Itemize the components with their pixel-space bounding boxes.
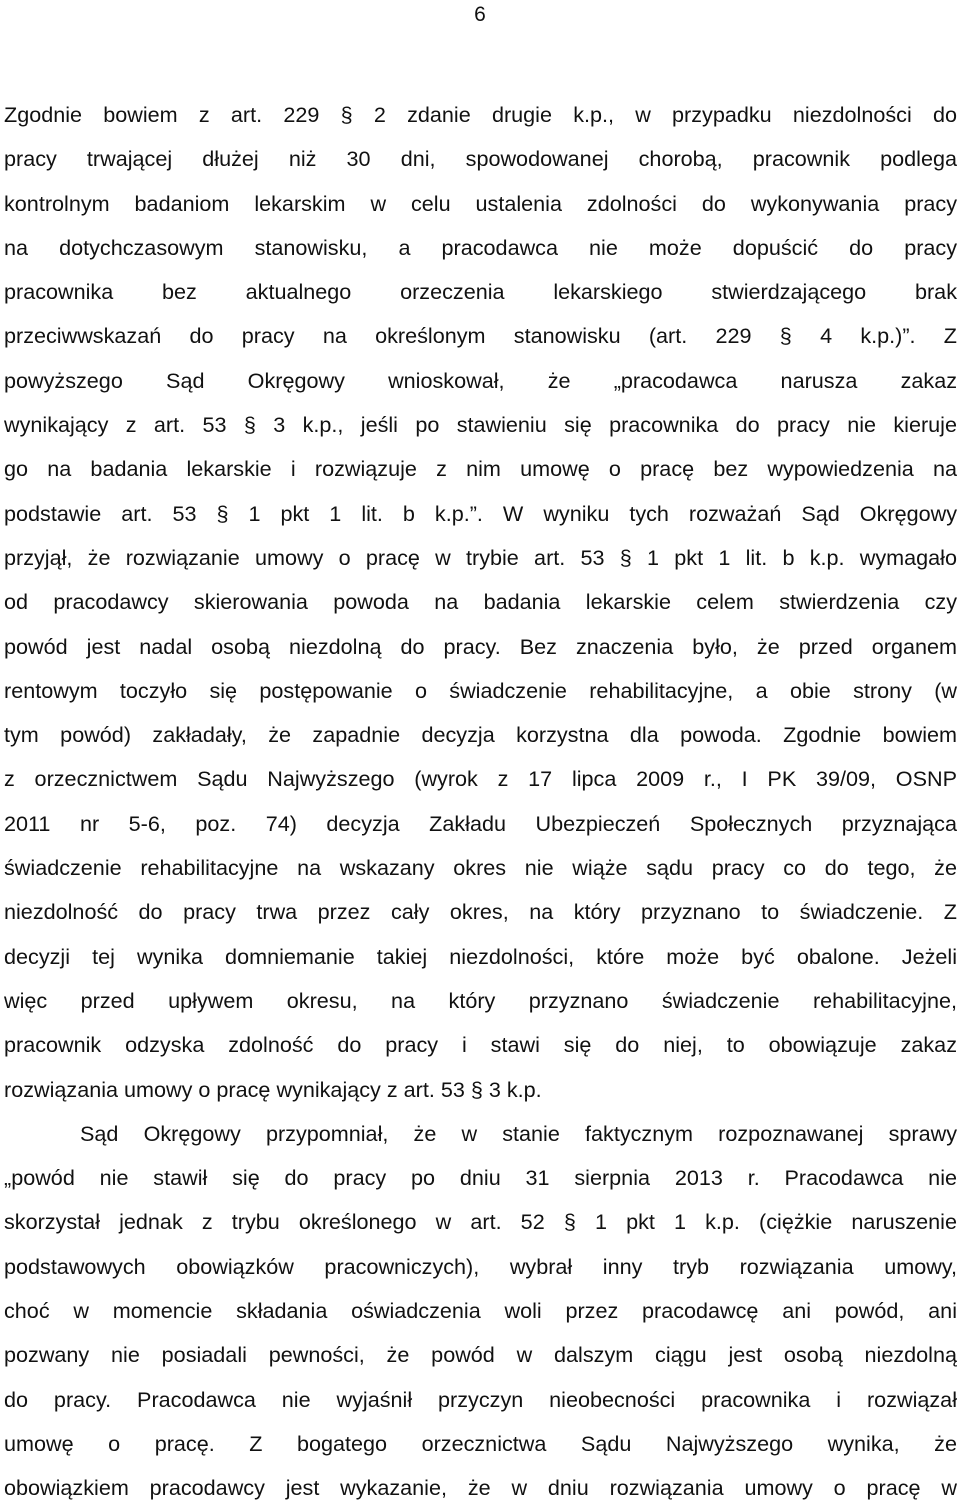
text-line: przyjął, że rozwiązanie umowy o pracę w trybie art. 53 § 1 pkt 1 lit. b k.p. wymagało <box>4 544 957 570</box>
text-line: pozwany nie posiadali pewności, że powód w dalszym ciągu jest osobą niezdolną <box>4 1342 957 1368</box>
text-line: pracownik odzyska zdolność do pracy i stawi się do niej, to obowiązuje zakaz <box>4 1032 957 1058</box>
text-line: go na badania lekarskie i rozwiązuje z nim umowę o pracę bez wypowiedzenia na <box>4 456 957 482</box>
text-line: kontrolnym badaniom lekarskim w celu ustalenia zdolności do wykonywania pracy <box>4 190 957 216</box>
text-line: na dotychczasowym stanowisku, a pracodawca nie może dopuścić do pracy <box>4 234 957 260</box>
text-line: pracownika bez aktualnego orzeczenia lekarskiego stwierdzającego brak <box>4 279 957 305</box>
text-line: obowiązkiem pracodawcy jest wykazanie, że w dniu rozwiązania umowy o pracę w <box>4 1475 957 1501</box>
text-line: z orzecznictwem Sądu Najwyższego (wyrok z 17 lipca 2009 r., I PK 39/09, OSNP <box>4 766 957 792</box>
text-line: powód jest nadal osobą niezdolną do pracy. Bez znaczenia było, że przed organem <box>4 633 957 659</box>
text-line: podstawie art. 53 § 1 pkt 1 lit. b k.p.”. W wyniku tych rozważań Sąd Okręgowy <box>4 500 957 526</box>
text-line: choć w momencie składania oświadczenia woli przez pracodawcę ani powód, ani <box>4 1298 957 1324</box>
text-line: decyzji tej wynika domniemanie takiej niezdolności, które może być obalone. Jeżeli <box>4 943 957 969</box>
text-line: tym powód) zakładały, że zapadnie decyzja korzystna dla powoda. Zgodnie bowiem <box>4 722 957 748</box>
text-line: rentowym toczyło się postępowanie o świadczenie rehabilitacyjne, a obie strony (w <box>4 677 957 703</box>
text-line: „powód nie stawił się do pracy po dniu 31 sierpnia 2013 r. Pracodawca nie <box>4 1165 957 1191</box>
text-line: świadczenie rehabilitacyjne na wskazany okres nie wiąże sądu pracy co do tego, że <box>4 855 957 881</box>
text-line: pracy trwającej dłużej niż 30 dni, spowodowanej chorobą, pracownik podlega <box>4 146 957 172</box>
text-line: przeciwwskazań do pracy na określonym stanowisku (art. 229 § 4 k.p.)”. Z <box>4 323 957 349</box>
text-line: 2011 nr 5-6, poz. 74) decyzja Zakładu Ubezpieczeń Społecznych przyznająca <box>4 810 957 836</box>
text-line: powyższego Sąd Okręgowy wnioskował, że „pracodawca narusza zakaz <box>4 367 957 393</box>
page-number: 6 <box>474 3 486 26</box>
text-line: umowę o pracę. Z bogatego orzecznictwa Sądu Najwyższego wynika, że <box>4 1430 957 1456</box>
text-line: podstawowych obowiązków pracowniczych), wybrał inny tryb rozwiązania umowy, <box>4 1253 957 1279</box>
text-line: od pracodawcy skierowania powoda na badania lekarskie celem stwierdzenia czy <box>4 589 957 615</box>
text-line: niezdolność do pracy trwa przez cały okres, na który przyznano to świadczenie. Z <box>4 899 957 925</box>
text-line: wynikający z art. 53 § 3 k.p., jeśli po stawieniu się pracownika do pracy nie kieruje <box>4 412 957 438</box>
body-text <box>4 93 957 1511</box>
text-line: skorzystał jednak z trybu określonego w art. 52 § 1 pkt 1 k.p. (ciężkie naruszenie <box>4 1209 957 1235</box>
text-line: rozwiązania umowy o pracę wynikający z art. 53 § 3 k.p. <box>4 1076 542 1102</box>
text-line: Zgodnie bowiem z art. 229 § 2 zdanie drugie k.p., w przypadku niezdolności do <box>4 102 957 127</box>
text-line: do pracy. Pracodawca nie wyjaśnił przyczyn nieobecności pracownika i rozwiązał <box>4 1386 957 1412</box>
text-line: Sąd Okręgowy przypomniał, że w stanie faktycznym rozpoznawanej sprawy <box>80 1120 957 1146</box>
text-line: więc przed upływem okresu, na który przyznano świadczenie rehabilitacyjne, <box>4 987 957 1013</box>
